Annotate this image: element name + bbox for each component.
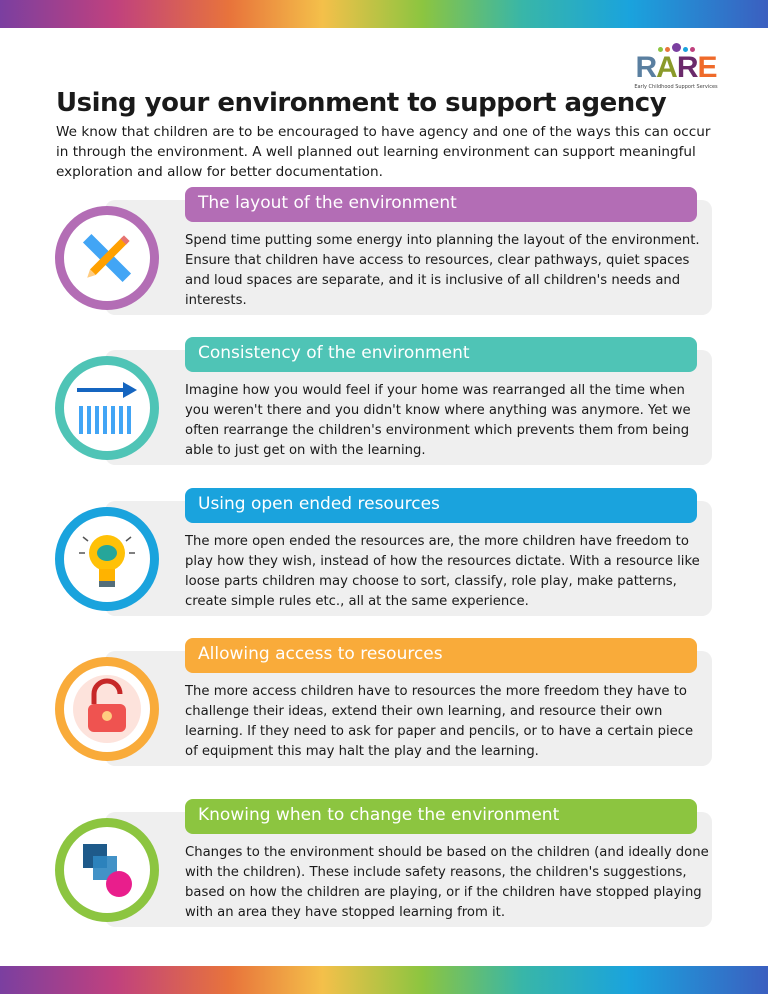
section-body: Changes to the environment should be based on the children (and ideally done with the children). These include safety reasons, the children's suggestions, based on how the children are playing, or if the children have stopped playing with an area they have stopped learning from it. — [185, 845, 709, 920]
section-open-ended — [0, 488, 768, 628]
section-access — [0, 638, 768, 778]
section-body: The more access children have to resources the more freedom they have to challenge their ideas, extend their own learning, and resource their own learning. If they need to ask for paper and pencils, or to have a certain piece of equipment this may halt the play and the learning. — [185, 684, 694, 759]
section-body: Imagine how you would feel if your home was rearranged all the time when you weren't there and you didn't know where anything was anymore. Yet we often rearrange the children's environment which prevents them from being able to just get on with the learning. — [185, 383, 691, 458]
overlapping-shapes-icon — [55, 818, 159, 922]
section-layout — [0, 187, 768, 327]
section-change — [0, 799, 768, 939]
unlocked-padlock-icon — [55, 657, 159, 761]
section-heading: The layout of the environment — [185, 187, 697, 222]
section-heading: Knowing when to change the environment — [185, 799, 697, 834]
rare-logo: RARE Early Childhood Support Services — [630, 38, 722, 90]
intro-text: We know that children are to be encouraged to have agency and one of the ways this can occur in through the environment. A well planned out learning environment can support meaningful exploration and allow for better documentation. — [56, 124, 711, 180]
bottom-color-band — [0, 966, 768, 994]
section-heading: Allowing access to resources — [185, 638, 697, 673]
section-body: The more open ended the resources are, the more children have freedom to play how they wish, instead of how the resources dictate. With a resource like loose parts children may choose to sort, classify, role play, make patterns, create simple rules etc., all at the same experience. — [185, 534, 700, 609]
top-color-band — [0, 0, 768, 28]
section-heading: Consistency of the environment — [185, 337, 697, 372]
tree-dots-icon — [630, 38, 722, 52]
page-title: Using your environment to support agency — [56, 88, 667, 118]
lightbulb-brain-icon — [55, 507, 159, 611]
section-consistency — [0, 337, 768, 477]
section-body: Spend time putting some energy into planning the layout of the environment. Ensure that children have access to resources, clear pathways, quiet spaces and loud spaces are separate, and it is inclusive of all children's needs and interests. — [185, 233, 700, 308]
pencil-ruler-icon — [55, 206, 159, 310]
arrow-bars-icon — [55, 356, 159, 460]
section-heading: Using open ended resources — [185, 488, 697, 523]
